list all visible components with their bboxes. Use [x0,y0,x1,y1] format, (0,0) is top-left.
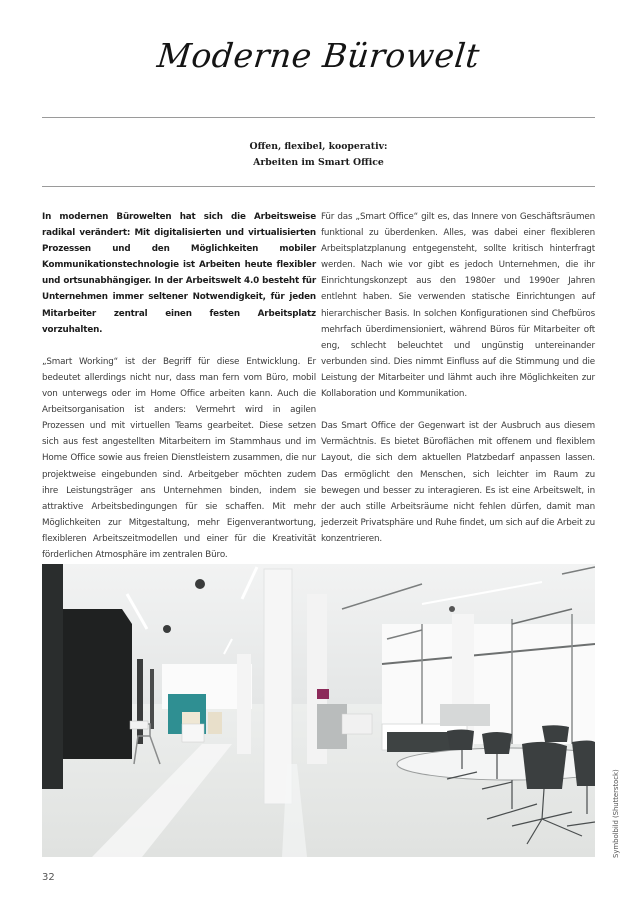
office-photo [42,564,595,857]
body-paragraph: „Smart Working“ ist der Begriff für diese Entwicklung. Er bedeutet allerdings nicht nur, dass man fern vom Büro, mobil von unterwegs oder im Home Office arbeiten kann. Auch die Arbeitsorganisation ist anders: Vermehrt wird in agilen Prozessen und mit virtuellen Teams gearbeitet. Diese setzen sich aus fest angestellten Mitarbeitern im Stammhaus und im Home Office sowie aus freien Dienstleistern zusammen, die nur projektweise eingebunden sind. Arbeitgeber möchten zudem ihre Leistungsträger ans Unternehmen binden, indem sie attraktive Arbeitsbedingungen für sie schaffen. Mit mehr Möglichkeiten zur Mitgestaltung, mehr Eigenverantwortung, flexibleren Arbeitszeitmodellen und einer für die Kreativität förderlichen Atmosphäre im zentralen Büro. [42,356,316,560]
office-photo-illustration [42,564,595,857]
subtitle-line-2: Arbeiten im Smart Office [253,157,384,168]
subtitle-line-1: Offen, flexibel, kooperativ: [249,141,388,152]
body-paragraph: Für das „Smart Office“ gilt es, das Innere von Geschäftsräumen funktional zu überdenken. Alles, was dabei einer flexibleren Arbeitsplatzplanung entgegensteht, sollte kritisch hinterfragt werden. Nach wie vor gibt es jedoch Unternehmen, die ihr Einrichtungskonzept aus den 1980er und 1990er Jahren entlehnt haben. Sie verwenden statische Einrichtungen auf hierarchischer Basis. In solchen Konfigurationen sind Chefbüros mehrfach überdimensioniert, während Büros für Mitarbeiter oft eng, schlecht beleuchtet und ungünstig untereinander verbunden sind. Dies nimmt Einfluss auf die Stimmung und die Leistung der Mitarbeiter und lähmt auch ihre Möglichkeiten zur Kollaboration und Kommunikation. [321,212,595,400]
subtitle [42,139,595,171]
left-column [42,209,316,579]
page-number: 32 [42,872,55,883]
right-column [321,209,595,563]
page-title: Moderne Bürowelt [155,36,482,75]
lead-paragraph: In modernen Bürowelten hat sich die Arbeitsweise radikal verändert: Mit digitalisierten und virtualisierten Prozessen und den Möglichkeiten mobiler Kommunikationstechnologie ist Arbeiten heute flexibler und ortsunabhängiger. In der Arbeitswelt 4.0 besteht für Unternehmen immer seltener Notwendigkeit, für jeden Mitarbeiter zentral einen festen Arbeitsplatz vorzuhalten. [42,212,316,335]
body-paragraph: Das Smart Office der Gegenwart ist der Ausbruch aus diesem Vermächtnis. Es bietet Büroflächen mit offenem und flexiblem Layout, die sich dem aktuellen Platzbedarf anpassen lassen. Das ermöglicht den Menschen, sich leichter im Raum zu bewegen und besser zu interagieren. Es ist eine Arbeitswelt, in der auch stille Arbeitsräume nicht fehlen dürfen, damit man jederzeit Privatsphäre und Ruhe findet, um sich auf die Arbeit zu konzentrieren. [321,421,595,544]
divider-top [42,117,595,118]
photo-credit: Symbolbild (Shutterstock) [612,769,620,858]
divider-bottom [42,186,595,187]
